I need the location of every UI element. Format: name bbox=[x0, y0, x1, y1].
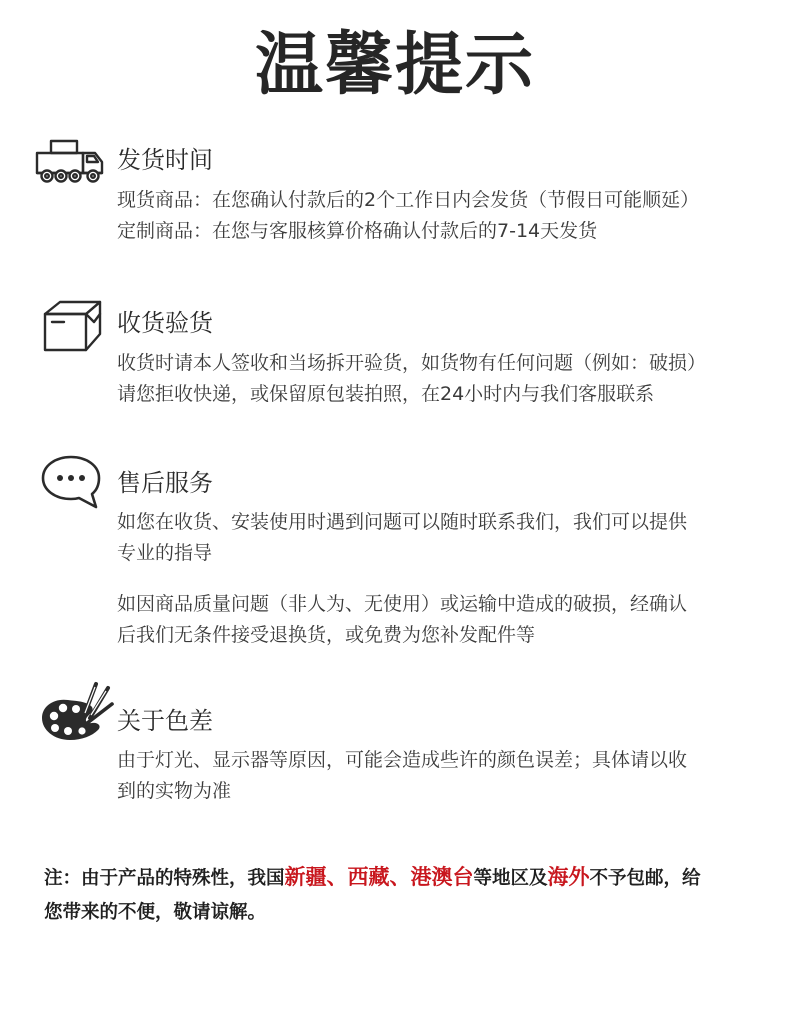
section-body bbox=[117, 507, 767, 651]
note-region-tibet: 西藏 bbox=[347, 865, 390, 889]
page-title: 温馨提示 bbox=[254, 26, 535, 105]
note-region-overseas: 海外 bbox=[547, 865, 590, 889]
body-line: 由于灯光、显示器等原因，可能会造成些许的颜色误差；具体请以收 bbox=[117, 749, 688, 771]
body-line: 如因商品质量问题（非人为、无使用）或运输中造成的破损，经确认 bbox=[117, 593, 688, 615]
box-icon bbox=[40, 298, 104, 354]
section-heading: 收货验货 bbox=[117, 309, 213, 337]
note-prefix: 注：由于产品的特殊性，我国 bbox=[44, 868, 285, 889]
note-middle: 等地区及 bbox=[473, 868, 548, 889]
body-line: 后我们无条件接受退换货，或免费为您补发配件等 bbox=[117, 624, 536, 646]
truck-icon bbox=[34, 139, 106, 185]
note-region-xinjiang: 新疆 bbox=[284, 865, 327, 889]
section-heading: 发货时间 bbox=[117, 146, 213, 174]
section-body bbox=[117, 745, 767, 807]
note-suffix: 不予包邮，给 bbox=[589, 868, 701, 889]
body-line: 专业的指导 bbox=[117, 542, 213, 564]
shipping-note bbox=[44, 860, 764, 930]
body-line: 请您拒收快递，或保留原包装拍照，在24小时内与我们客服联系 bbox=[117, 383, 655, 405]
chat-bubble-icon bbox=[40, 454, 102, 510]
body-line: 定制商品：在您与客服核算价格确认付款后的7-14天发货 bbox=[117, 220, 598, 242]
section-body bbox=[117, 348, 767, 410]
paragraph-gap bbox=[117, 569, 767, 589]
body-line: 收货时请本人签收和当场拆开验货，如货物有任何问题（例如：破损） bbox=[117, 352, 707, 374]
body-line: 到的实物为准 bbox=[117, 780, 232, 802]
note-line-1 bbox=[44, 860, 764, 896]
note-separator: 、 bbox=[326, 865, 348, 889]
note-region-hk-macao-taiwan: 港澳台 bbox=[410, 865, 474, 889]
section-body bbox=[117, 185, 767, 247]
body-line: 如您在收货、安装使用时遇到问题可以随时联系我们，我们可以提供 bbox=[117, 511, 688, 533]
body-line: 现货商品：在您确认付款后的2个工作日内会发货（节假日可能顺延） bbox=[117, 189, 700, 211]
section-heading: 售后服务 bbox=[117, 469, 213, 497]
palette-icon bbox=[38, 676, 114, 746]
note-separator: 、 bbox=[389, 865, 411, 889]
note-line-2: 您带来的不便，敬请谅解。 bbox=[44, 902, 267, 923]
section-heading: 关于色差 bbox=[117, 707, 213, 735]
